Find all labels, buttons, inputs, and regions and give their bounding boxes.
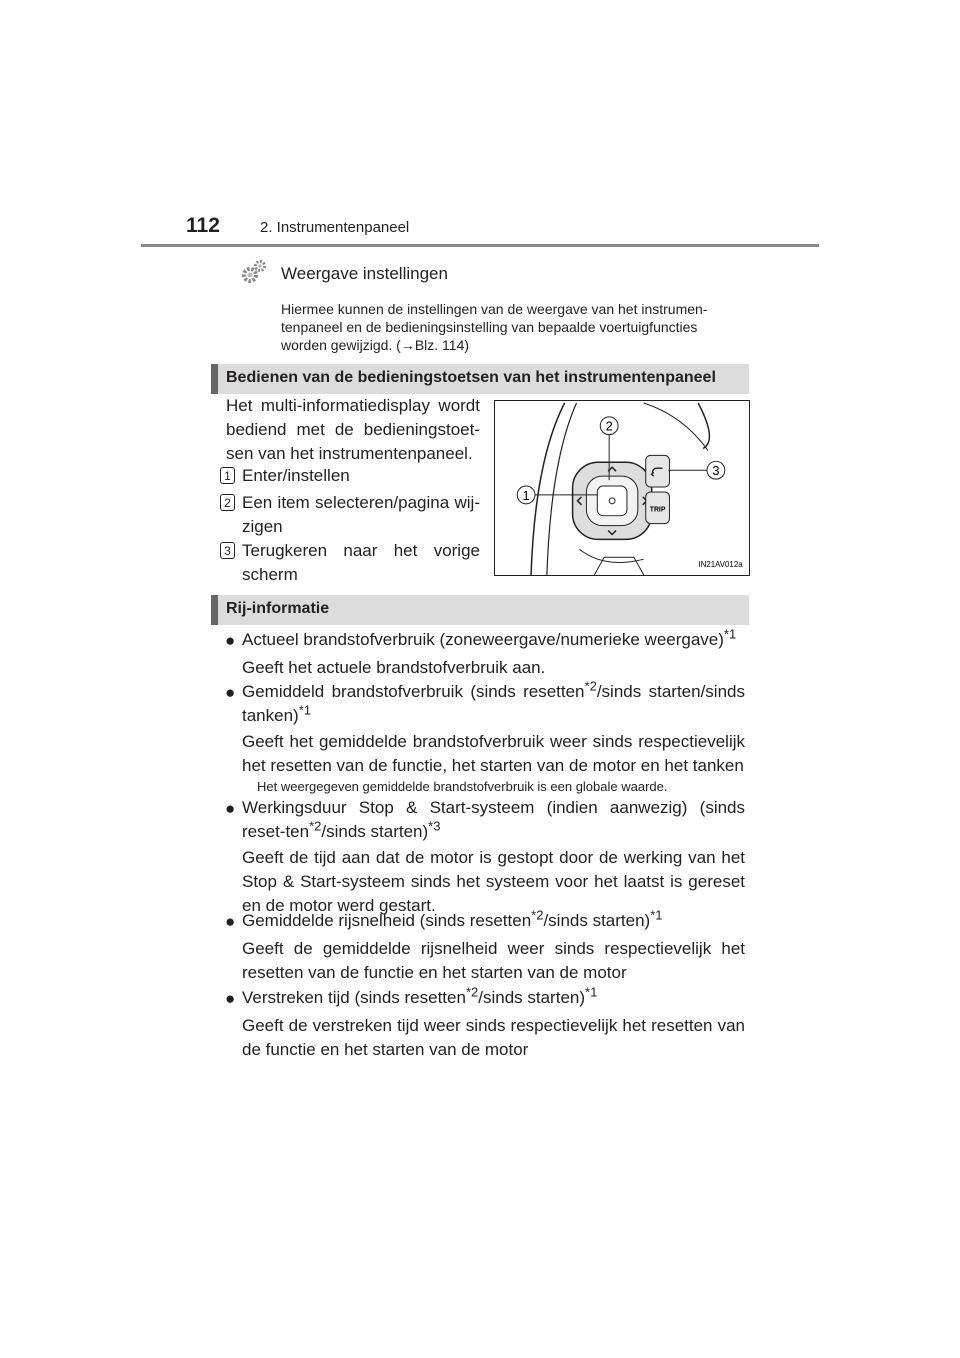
item-description: Geeft de gemiddelde rijsnelheid weer sinds respectievelijk het resetten van de functie en het starten van de motor — [242, 939, 745, 982]
gear-icon — [240, 258, 268, 286]
bullet-icon: ● — [225, 989, 236, 1008]
item-title — [242, 796, 745, 844]
item-title — [242, 628, 745, 652]
figure-code: IN21AV012a — [698, 560, 743, 570]
footnote-ref: *2 — [309, 818, 322, 834]
bullet-icon: ● — [225, 683, 236, 702]
callout-1: 1 — [522, 487, 530, 503]
settings-desc-line: tenpaneel en de bedieningsinstelling van bepaalde voertuigfuncties — [281, 319, 698, 335]
section-heading-switches — [211, 364, 749, 394]
item-title — [242, 986, 745, 1010]
item-description: Geeft de verstreken tijd weer sinds respectievelijk het resetten van de functie en het starten van de motor — [242, 1016, 745, 1059]
bullet-icon: ● — [225, 799, 236, 818]
number-badge: 2 — [220, 494, 235, 511]
number-badge: 1 — [220, 467, 235, 484]
bullet-icon: ● — [225, 912, 236, 931]
item-title-text: Gemiddeld brandstofverbruik (sinds resetten — [242, 682, 585, 701]
bullet-icon: ● — [225, 631, 236, 650]
item-label: Een item selecteren/pagina wij-zigen — [242, 493, 480, 536]
heading-accent — [211, 595, 218, 625]
item-note: Het weergegeven gemiddelde brandstofverbruik is een globale waarde. — [257, 779, 668, 794]
item-title-text: Verstreken tijd (sinds resetten — [242, 988, 466, 1007]
footnote-ref: *1 — [585, 984, 598, 1000]
callout-3: 3 — [712, 463, 720, 479]
section-heading-trip-info — [211, 595, 749, 625]
footnote-ref: *2 — [531, 907, 544, 923]
item-title-text: Actueel brandstofverbruik (zoneweergave/numerieke weergave) — [242, 630, 724, 649]
settings-title: Weergave instellingen — [281, 264, 448, 283]
item-title — [242, 680, 745, 728]
heading-accent — [211, 364, 218, 394]
item-title-text: /sinds starten) — [321, 822, 429, 841]
item-description: Geeft de tijd aan dat de motor is gestopt door de werking van het Stop & Start-systeem sinds het systeem voor het laatst is gereset en de motor werd gestart. — [242, 848, 745, 915]
intro-paragraph: Het multi-informatiedisplay wordt bediend met de bedieningstoet-sen van het instrumentenpaneel. — [226, 396, 480, 463]
trip-label: TRIP — [649, 506, 666, 514]
steering-switch-diagram — [494, 400, 750, 576]
settings-desc-line: worden gewijzigd. (→Blz. 114) — [281, 337, 470, 353]
footnote-ref: *2 — [465, 984, 479, 1000]
item-description: Geeft het gemiddelde brandstofverbruik weer sinds respectievelijk het resetten van de functie, het starten van de motor en het tanken — [242, 732, 745, 775]
footnote-ref: *2 — [584, 678, 597, 694]
section-heading-text: Bedienen van de bedieningstoetsen van het instrumentenpaneel — [226, 369, 716, 386]
item-title-text: /sinds starten) — [543, 911, 651, 930]
section-heading-text: Rij-informatie — [226, 600, 330, 617]
item-title — [242, 909, 745, 933]
settings-desc-line: Hiermee kunnen de instellingen van de weergave van het instrumen- — [281, 301, 708, 317]
settings-description — [281, 300, 745, 354]
header-divider — [141, 244, 819, 247]
item-title-text: /sinds starten/sinds tanken) — [242, 682, 745, 725]
footnote-ref: *1 — [723, 626, 737, 642]
number-badge: 3 — [220, 542, 235, 559]
footnote-ref: *1 — [298, 702, 311, 718]
item-title-text: Gemiddelde rijsnelheid (sinds resetten — [242, 911, 532, 930]
item-title-text: Werkingsduur Stop & Start-systeem (indien aanwezig) (sinds reset-ten — [242, 798, 745, 841]
item-label: Enter/instellen — [242, 466, 350, 485]
item-label: Terugkeren naar het vorige scherm — [242, 541, 480, 584]
section-title: 2. Instrumentenpaneel — [260, 219, 410, 236]
footnote-ref: *1 — [650, 907, 663, 923]
footnote-ref: *3 — [428, 818, 441, 834]
item-description: Geeft het actuele brandstofverbruik aan. — [242, 658, 546, 677]
callout-2: 2 — [605, 418, 613, 434]
page-number: 112 — [186, 214, 220, 237]
item-title-text: /sinds starten) — [478, 988, 586, 1007]
